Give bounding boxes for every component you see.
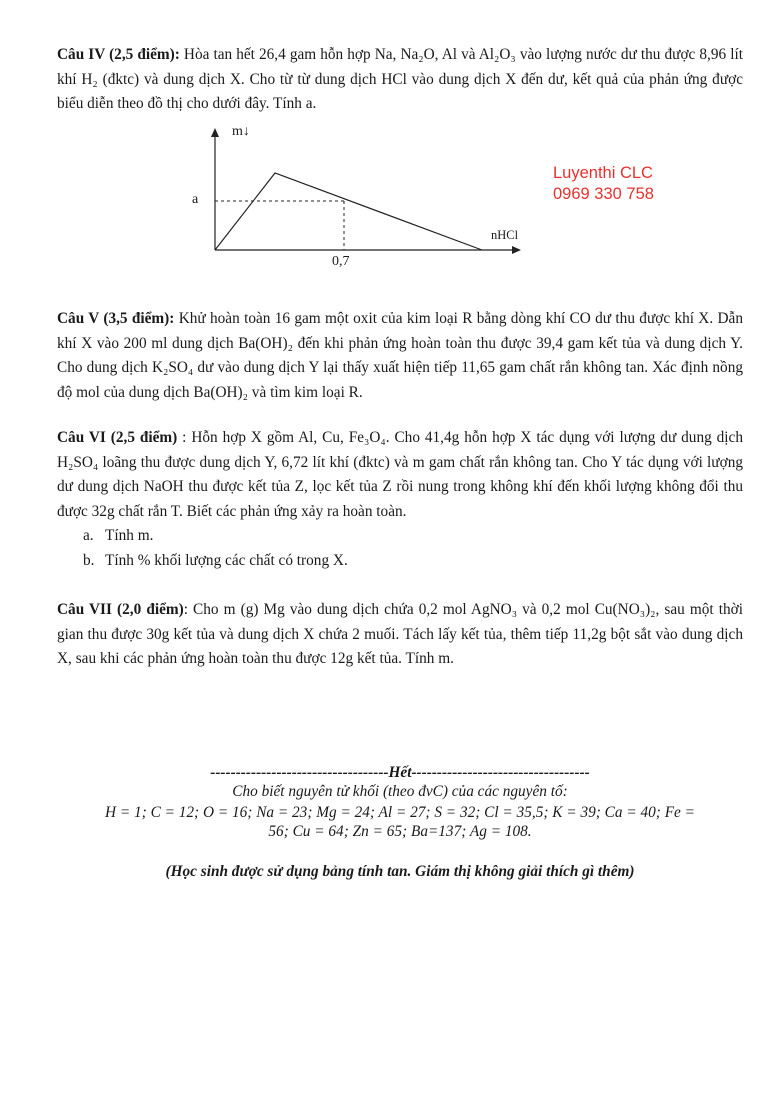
question-vi-item-a <box>57 524 743 549</box>
question-vii <box>57 598 743 672</box>
x-value-label: 0,7 <box>332 254 350 269</box>
precipitate-curve <box>215 173 482 250</box>
y-axis-arrow <box>211 128 219 137</box>
atomic-masses-line-2: 56; Cu = 64; Zn = 65; Ba=137; Ag = 108. <box>268 823 532 840</box>
question-vii-text: : Cho m (g) Mg vào dung dịch chứa 0,2 mol AgNO₃ và 0,2 mol Cu(NO₃)₂, sau một thời gian thu được 30g kết tủa và dung dịch X chứa 2 muối. Tách lấy kết tủa, thêm tiếp 11,2g bột sắt vào dung dịch X, sau khi các phản ứng hoàn toàn thu được 12g kết tủa. Tính m. <box>57 601 743 667</box>
question-v <box>57 307 743 405</box>
atomic-masses-line-1: H = 1; C = 12; O = 16; Na = 23; Mg = 24; Al = 27; S = 32; Cl = 35,5; K = 39; Ca = 40; Fe = <box>105 804 695 821</box>
question-vi-title: Câu VI (2,5 điểm) <box>57 429 178 446</box>
watermark-brand <box>553 163 654 205</box>
question-v-text: Khử hoàn toàn 16 gam một oxit của kim loại R bằng dòng khí CO dư thu được khí X. Dẫn khí X vào 200 ml dung dịch Ba(OH)₂ đến khi phản ứng hoàn toàn thu được 39,4 gam kết tủa và dung dịch Y. Cho dung dịch K₂SO₄ dư vào dung dịch Y lại thấy xuất hiện tiếp 11,65 gam chất rắn không tan. Xác định nồng độ mol của dung dịch Ba(OH)₂ và tìm kim loại R. <box>57 310 743 401</box>
atomic-mass-note: Cho biết nguyên tử khối (theo đvC) của các nguyên tố: <box>232 783 568 800</box>
x-axis-arrow <box>512 246 521 254</box>
question-vi-text: : Hỗn hợp X gồm Al, Cu, Fe₃O₄. Cho 41,4g hỗn hợp X tác dụng với lượng dư dung dịch H₂SO₄ loãng thu được dung dịch Y, 6,72 lít khí (đktc) và m gam chất rắn không tan. Cho Y tác dụng với lượng dư dung dịch NaOH thu được kết tủa Z, lọc kết tủa Z rồi nung trong không khí đến khối lượng không đổi thu được 32g chất rắn T. Biết các phản ứng xảy ra hoàn toàn. <box>57 429 743 520</box>
y-axis-label: m↓ <box>232 124 250 139</box>
question-iv <box>57 43 743 117</box>
question-iv-title: Câu IV (2,5 điểm): <box>57 46 180 63</box>
brand-name: Luyenthi CLC <box>553 164 653 182</box>
item-b-label: b. <box>83 551 95 569</box>
exam-rule: (Học sinh được sử dụng bảng tính tan. Giám thị không giải thích gì thêm) <box>165 863 635 880</box>
a-label: a <box>192 192 199 207</box>
brand-phone: 0969 330 758 <box>553 185 654 203</box>
question-vi <box>57 426 743 573</box>
question-vii-title: Câu VII (2,0 điểm) <box>57 601 184 618</box>
question-iv-text: Hòa tan hết 26,4 gam hỗn hợp Na, Na₂O, Al và Al₂O₃ vào lượng nước dư thu được 8,96 lít khí H₂ (đktc) và dung dịch X. Cho từ từ dung dịch HCl vào dung dịch X đến dư, kết quả của phản ứng được biểu diễn theo đồ thị cho dưới đây. Tính a. <box>57 46 743 112</box>
item-a-text: Tính m. <box>105 527 154 544</box>
question-v-title: Câu V (3,5 điểm): <box>57 310 175 327</box>
graph-canvas <box>185 122 525 272</box>
question-iv-graph <box>185 122 525 272</box>
question-vi-item-b <box>57 549 743 574</box>
x-axis-label: nHCl <box>491 228 519 242</box>
end-marker: -----------------------------------Hết----------------------------------- <box>210 764 590 781</box>
item-a-label: a. <box>83 527 94 544</box>
item-b-text: Tính % khối lượng các chất có trong X. <box>105 551 348 569</box>
